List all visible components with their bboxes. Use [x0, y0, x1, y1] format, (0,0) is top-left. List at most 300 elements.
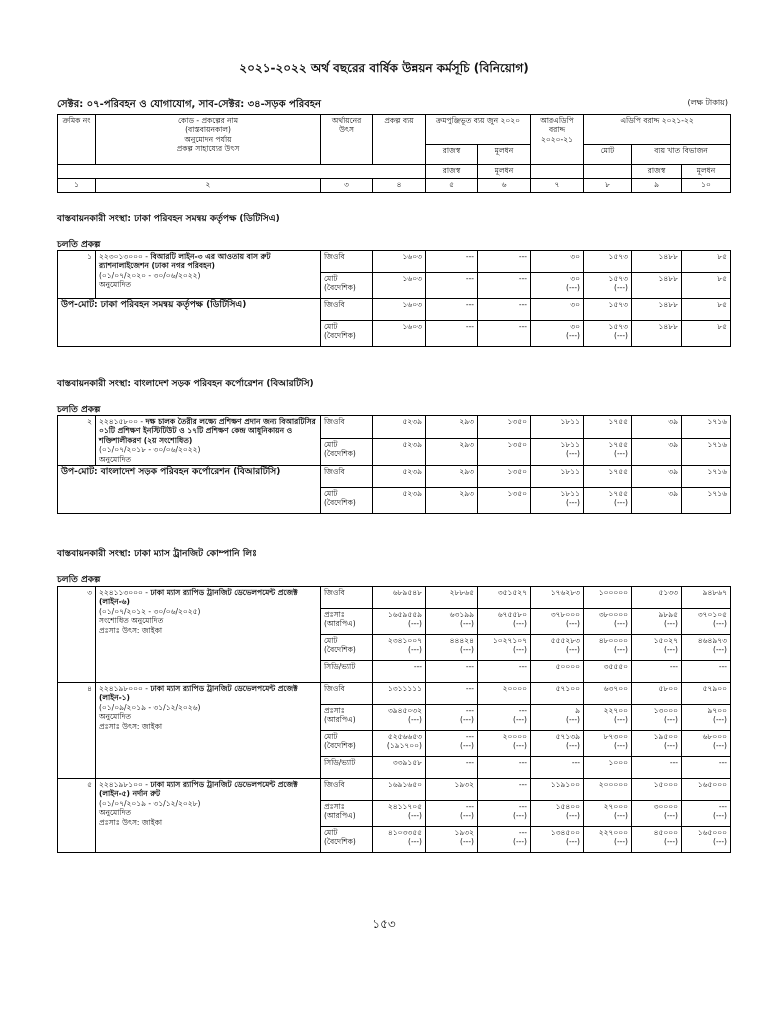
ongoing-projects-label: চলতি প্রকল্প — [57, 575, 101, 585]
value-cell — [632, 827, 682, 853]
value-foreign: (---) — [460, 619, 474, 629]
value: ৫২৫৬৬৫৩ — [387, 732, 422, 741]
finance-source-cell — [321, 438, 373, 465]
project-code: ২২৩০১৩০০০ - — [99, 252, 151, 261]
value: ১৭১৬ — [707, 439, 727, 449]
adp-capital-head: মূলধন — [682, 165, 731, 179]
value: ৩০০০০ — [653, 802, 678, 811]
value-cell — [478, 683, 531, 705]
finance-source-sublabel: (আরপিএ) — [324, 619, 356, 629]
cum-revenue-head: রাজস্ব — [426, 145, 478, 165]
value: ৬৮৯৫৪৮ — [392, 588, 422, 597]
finance-source-sublabel: (বৈদেশিক) — [324, 498, 356, 508]
value-foreign: (---) — [614, 498, 628, 508]
project-period: (০১/০৭/২০১২ - ৩০/০৬/২০২৫) — [99, 606, 201, 616]
value-cell — [584, 731, 632, 757]
adp-revenue-head: রাজস্ব — [632, 165, 682, 179]
finance-source-label: জিওবি — [324, 300, 345, 309]
value: ১৩৫০ — [507, 488, 527, 498]
value: --- — [465, 732, 474, 741]
head-line-4: প্রকল্প সাহায্যের উৎস — [176, 144, 240, 154]
value: ১৪৮৮ — [658, 300, 678, 309]
value-foreign: (---) — [460, 811, 474, 821]
value: ১৫৭৩ — [608, 252, 628, 261]
value-cell — [584, 465, 632, 487]
value-cell — [478, 587, 531, 609]
value-foreign: (---) — [614, 449, 628, 459]
value-cell — [682, 757, 731, 779]
value: ৮৭৩০০ — [603, 732, 628, 741]
value: --- — [571, 758, 580, 767]
value: ২৯৩ — [459, 439, 474, 449]
value-foreign: (---) — [713, 837, 727, 847]
value-foreign: (---) — [713, 741, 727, 751]
aid-source: প্রঃসাঃ উৎস: জাইকা — [99, 817, 163, 827]
value: ৪৫০০০ — [653, 828, 678, 837]
value: ১৪৮৮ — [658, 274, 678, 283]
finance-source-label: জিওবি — [324, 588, 345, 597]
value: --- — [518, 758, 527, 767]
value-cell — [373, 827, 426, 853]
value-cell — [426, 779, 478, 801]
finance-source-cell — [321, 801, 373, 827]
subtotal-name-cell: উপ-মোট: বাংলাদেশ সড়ক পরিবহন কর্পোরেশন (বিআরটিসি) — [58, 465, 321, 513]
value: ৫৫৫২৮৩ — [550, 636, 580, 645]
value-cell — [682, 827, 731, 853]
value: --- — [518, 662, 527, 671]
value: ১৮১১ — [560, 417, 580, 426]
value-cell — [531, 801, 584, 827]
value: ১৮১১ — [560, 488, 580, 498]
value-foreign: (---) — [664, 837, 678, 847]
value-cell — [426, 635, 478, 661]
value: ১৩৪৫০০ — [550, 828, 580, 837]
finance-source-sublabel: (বৈদেশিক) — [324, 645, 356, 655]
value-cell — [426, 273, 478, 299]
value-foreign: (---) — [566, 331, 580, 341]
value: ১৬০৩ — [402, 322, 422, 331]
finance-source-sublabel: (বৈদেশিক) — [324, 283, 356, 293]
value: --- — [518, 322, 527, 331]
value: ৯৮৯৫ — [658, 610, 678, 619]
value-cell — [478, 635, 531, 661]
value: --- — [518, 706, 527, 715]
value: --- — [465, 706, 474, 715]
value-foreign: (---) — [566, 645, 580, 655]
ongoing-projects-label: চলতি প্রকল্প — [57, 405, 101, 415]
value-cell — [373, 731, 426, 757]
value-foreign: (---) — [614, 283, 628, 293]
header-table — [57, 114, 731, 193]
value-cell — [478, 801, 531, 827]
value-foreign: (---) — [566, 283, 580, 293]
value: ৩৯ — [668, 439, 678, 449]
value: ৫২৩৯ — [402, 466, 422, 476]
value: ৩৯ — [668, 488, 678, 498]
value-cell — [682, 731, 731, 757]
value-cell — [584, 779, 632, 801]
value: ৩০ — [570, 274, 580, 283]
value-cell — [682, 321, 731, 347]
value-foreign: (---) — [408, 811, 422, 821]
value-cell — [632, 487, 682, 513]
value-cell — [426, 705, 478, 731]
finance-source-label: জিওবি — [324, 252, 345, 261]
value-cell — [426, 416, 478, 439]
agency-heading: বাস্তবায়নকারী সংস্থা: ঢাকা ম্যাস ট্রানজিট কোম্পানি লিঃ — [57, 549, 257, 559]
value-cell — [478, 731, 531, 757]
value-cell — [682, 273, 731, 299]
finance-source-label: জিওবি — [324, 780, 345, 789]
value: --- — [518, 274, 527, 283]
value-cell — [478, 661, 531, 683]
table-row — [58, 251, 731, 273]
value: ১৩০০০ — [653, 706, 678, 715]
value: ৫১৩৩ — [658, 588, 678, 597]
value: ২৪১১৭০৫ — [387, 802, 422, 811]
finance-source-label: মোট — [324, 828, 338, 837]
value: ৪৪৪২৪ — [449, 636, 474, 645]
table-row — [58, 587, 731, 609]
value-cell — [373, 683, 426, 705]
value-cell — [373, 299, 426, 321]
col-adp-head: এডিপি বরাদ্দ ২০২১-২২ — [584, 115, 731, 145]
value: ১৩১১১১১ — [387, 684, 422, 693]
value: ৩৫১৫২৭ — [497, 588, 527, 597]
column-number-row — [58, 179, 731, 193]
value-cell — [531, 609, 584, 635]
approval-status: অনুমোদিত — [99, 808, 132, 818]
value: ২৩৪১০০৭ — [387, 636, 422, 645]
value-cell — [426, 661, 478, 683]
value-foreign: (---) — [614, 715, 628, 725]
finance-source-cell — [321, 609, 373, 635]
value: ১৯৩২ — [454, 828, 474, 837]
table-row — [58, 416, 731, 439]
value-cell — [426, 731, 478, 757]
value-foreign: (---) — [460, 645, 474, 655]
finance-source-label: জিওবি — [324, 684, 345, 693]
value: ১৬৫০০০ — [697, 780, 727, 789]
value: ২০০০০ — [502, 732, 527, 741]
value-cell — [531, 587, 584, 609]
value: ২০০০০০ — [598, 780, 628, 789]
value-cell — [531, 705, 584, 731]
finance-source-cell — [321, 683, 373, 705]
approval-status: অনুমোদিত — [99, 712, 132, 722]
value: --- — [518, 802, 527, 811]
value: --- — [465, 758, 474, 767]
value: --- — [518, 780, 527, 789]
project-code: ২২৪১৯৮০০০ - — [99, 684, 151, 693]
value-foreign: (---) — [566, 741, 580, 751]
value: ৮৫ — [717, 322, 727, 331]
value-foreign: (---) — [566, 811, 580, 821]
value-cell — [373, 661, 426, 683]
value-cell — [373, 801, 426, 827]
value: ৬৩৭০০ — [603, 684, 628, 693]
value-cell — [632, 587, 682, 609]
aid-source: প্রঃসাঃ উৎস: জাইকা — [99, 721, 163, 731]
finance-source-cell — [321, 273, 373, 299]
value-cell — [426, 827, 478, 853]
finance-source-cell — [321, 251, 373, 273]
project-table — [57, 415, 731, 514]
value: ১৭১৬ — [707, 466, 727, 476]
value-foreign: (---) — [614, 645, 628, 655]
table-row — [58, 683, 731, 705]
value: ১৫৭৩ — [608, 322, 628, 331]
project-name: ঢাকা ম্যাস র‍্যাপিড ট্রানজিট ডেভেলপমেন্ট প্রজেক্ট (লাইন-১) — [99, 684, 298, 703]
value-cell — [682, 635, 731, 661]
value-cell — [478, 609, 531, 635]
value-cell — [426, 801, 478, 827]
finance-source-cell — [321, 661, 373, 683]
finance-source-cell — [321, 705, 373, 731]
value-foreign: (---) — [614, 741, 628, 751]
value-foreign: (---) — [513, 619, 527, 629]
value: ৩০ — [570, 322, 580, 331]
value-cell — [531, 273, 584, 299]
value: --- — [718, 758, 727, 767]
finance-source-sublabel: (বৈদেশিক) — [324, 331, 356, 341]
value-cell — [584, 321, 632, 347]
value-foreign: (---) — [460, 837, 474, 847]
col-radp-head: আরএডিপি বরাদ্দ ২০২০-২১ — [531, 115, 584, 165]
finance-source-cell — [321, 635, 373, 661]
value: ১৫৪০০ — [555, 802, 580, 811]
serial-cell: ২ — [58, 416, 96, 466]
value-foreign: (---) — [566, 837, 580, 847]
value: ১০০০ — [608, 758, 628, 767]
adp-total-head: মোট — [584, 145, 632, 165]
finance-source-cell — [321, 731, 373, 757]
col-num: ২ — [96, 179, 321, 193]
value-foreign: (---) — [460, 741, 474, 751]
table-row — [58, 779, 731, 801]
col-num: ৯ — [632, 179, 682, 193]
finance-source-label: সিডি/ভ্যাট — [324, 662, 356, 671]
finance-source-label: প্রঃসাঃ — [324, 610, 345, 619]
finance-source-cell — [321, 587, 373, 609]
value: ৩৭৮০০০ — [550, 610, 580, 619]
value: ৩০ — [570, 252, 580, 261]
value: --- — [465, 274, 474, 283]
value-cell — [531, 465, 584, 487]
value-cell — [584, 251, 632, 273]
value: ১৩৫০ — [507, 466, 527, 476]
finance-source-cell — [321, 779, 373, 801]
agency-heading: বাস্তবায়নকারী সংস্থা: ঢাকা পরিবহন সমন্বয় কর্তৃপক্ষ (ডিটিসিএ) — [57, 214, 280, 224]
value-cell — [682, 438, 731, 465]
value: ৫২৩৯ — [402, 417, 422, 426]
value-foreign: (---) — [513, 811, 527, 821]
value-foreign: (---) — [614, 619, 628, 629]
value-cell — [531, 757, 584, 779]
value-cell — [373, 779, 426, 801]
value: ১৬০৩ — [402, 274, 422, 283]
value-foreign: (---) — [664, 811, 678, 821]
value: ১৫৭৩ — [608, 274, 628, 283]
value-cell — [531, 299, 584, 321]
value: ৩৯ — [668, 417, 678, 426]
project-period: (০১/০৭/২০২০ - ৩০/০৬/২০২২) — [99, 270, 201, 280]
project-code: ২২৪১১৩০০০ - — [99, 588, 151, 597]
value-cell — [682, 779, 731, 801]
value: ১০২৭১০৭ — [492, 636, 527, 645]
cum-revenue-head-2: রাজস্ব — [426, 165, 478, 179]
value-cell — [682, 661, 731, 683]
value-cell — [426, 683, 478, 705]
finance-source-label: সিডি/ভ্যাট — [324, 758, 356, 767]
value-cell — [584, 801, 632, 827]
value: ৫৮০০ — [658, 684, 678, 693]
value-foreign: (---) — [614, 837, 628, 847]
value: ২৯৩ — [459, 466, 474, 476]
value: ১৮১১ — [560, 466, 580, 476]
value-cell — [373, 635, 426, 661]
project-name: দক্ষ চালক তৈরীর লক্ষ্যে প্রশিক্ষণ প্রদান জন্য বিআরটিসির ০১টি প্রশিক্ষণ ইনস্টিটিউট ও ১৭টি প্রশিক্ষণ কেন্দ্র আধুনিকায়ন ও শক্তিশালীকরণ (২য় সংশোধিত) — [99, 417, 316, 445]
project-table — [57, 586, 731, 853]
finance-source-sublabel: (বৈদেশিক) — [324, 741, 356, 751]
value: ১৯৫০০ — [653, 732, 678, 741]
value-cell — [373, 438, 426, 465]
value: ৫২৩৯ — [402, 439, 422, 449]
value: ৮৫ — [717, 274, 727, 283]
value-foreign: (---) — [664, 645, 678, 655]
serial-cell: ৫ — [58, 779, 96, 853]
value: ২৭০০০ — [603, 802, 628, 811]
value: ২৮৮৬৫ — [449, 588, 474, 597]
value: --- — [669, 662, 678, 671]
value-cell — [584, 438, 632, 465]
value-cell — [682, 416, 731, 439]
serial-cell: ৪ — [58, 683, 96, 779]
col-num: ৫ — [426, 179, 478, 193]
head-line-1: কোড - প্রকল্পের নাম — [178, 116, 238, 125]
col-num: ১ — [58, 179, 96, 193]
value-cell — [373, 416, 426, 439]
value-cell — [584, 705, 632, 731]
value-cell — [682, 705, 731, 731]
project-cell — [96, 251, 321, 299]
value-cell — [426, 321, 478, 347]
value: --- — [465, 322, 474, 331]
value-foreign: (---) — [566, 619, 580, 629]
value: ৬৭৫৫৮০ — [497, 610, 527, 619]
value-cell — [682, 251, 731, 273]
ongoing-projects-label: চলতি প্রকল্প — [57, 240, 101, 250]
value: ৪১০৩৩৫৫ — [387, 828, 422, 837]
head-line-2: (বাস্তবায়নকাল) — [185, 125, 231, 135]
value: --- — [669, 758, 678, 767]
finance-source-sublabel: (বৈদেশিক) — [324, 449, 356, 459]
page-title: ২০২১-২০২২ অর্থ বছরের বার্ষিক উন্নয়ন কর্মসূচি (বিনিয়োগ) — [239, 61, 529, 75]
value-cell — [426, 487, 478, 513]
value-cell — [632, 251, 682, 273]
adp-split-head — [632, 145, 731, 165]
value-cell — [632, 438, 682, 465]
value: ১৭৫৫ — [608, 417, 628, 426]
value-cell — [531, 438, 584, 465]
value: ১৭১৬ — [707, 488, 727, 498]
unit-label: (লক্ষ টাকায়) — [687, 98, 728, 107]
value-cell — [478, 465, 531, 487]
value: ১৪৮৮ — [658, 322, 678, 331]
value-cell — [632, 273, 682, 299]
col-cost-head: প্রকল্প ব্যয় — [373, 115, 426, 165]
value-cell — [478, 779, 531, 801]
value: --- — [518, 828, 527, 837]
value: --- — [413, 662, 422, 671]
serial-cell: ৩ — [58, 587, 96, 683]
value: ১১৯১০০ — [550, 780, 580, 789]
value: ১৫০০০ — [653, 780, 678, 789]
value-cell — [478, 299, 531, 321]
value-cell — [682, 487, 731, 513]
value-foreign: (---) — [460, 715, 474, 725]
cum-capital-head: মূলধন — [478, 145, 531, 165]
project-table — [57, 250, 731, 347]
col-num: ৭ — [531, 179, 584, 193]
split-label: ব্যয় খাত বিভাজন — [654, 146, 708, 155]
value: --- — [518, 252, 527, 261]
value-foreign: (---) — [566, 715, 580, 725]
approval-status: অনুমোদিত — [99, 280, 132, 290]
value-cell — [682, 609, 731, 635]
value: ৩৮০০০০ — [598, 610, 628, 619]
value-cell — [531, 635, 584, 661]
project-cell — [96, 587, 321, 683]
table-row — [58, 299, 731, 321]
value: ৯৪৮৬৭ — [702, 588, 727, 597]
col-num: ৩ — [321, 179, 373, 193]
value: ৫০০০০ — [555, 662, 580, 671]
value-foreign: (---) — [513, 837, 527, 847]
value-cell — [584, 273, 632, 299]
value-cell — [478, 438, 531, 465]
value-cell — [478, 757, 531, 779]
project-name: ঢাকা ম্যাস র‍্যাপিড ট্রানজিট ডেভেলপমেন্ট প্রজেক্ট (লাইন-৫) নর্দান রুট — [99, 780, 298, 799]
col-serial-head: ক্রমিক নং — [58, 115, 96, 165]
value-cell — [632, 683, 682, 705]
cum-capital-head-2: মূলধন — [478, 165, 531, 179]
value-cell — [531, 416, 584, 439]
value-cell — [373, 757, 426, 779]
value: ৩৯ — [668, 466, 678, 476]
value: --- — [465, 662, 474, 671]
value-cell — [478, 827, 531, 853]
finance-source-cell — [321, 299, 373, 321]
value: ১৬০৩ — [402, 300, 422, 309]
value: ৬৮০০০ — [702, 732, 727, 741]
value-cell — [682, 587, 731, 609]
value: ১৮১১ — [560, 439, 580, 449]
finance-source-cell — [321, 827, 373, 853]
value: ১৭৬২৮৩ — [550, 588, 580, 597]
value-cell — [478, 321, 531, 347]
value: ৫৭৯০০ — [702, 684, 727, 693]
value-cell — [426, 251, 478, 273]
approval-status: সংশোধিত অনুমোদিত — [99, 616, 164, 626]
value: ২৯৩ — [459, 417, 474, 426]
value-cell — [584, 661, 632, 683]
value-cell — [373, 609, 426, 635]
value-foreign: (---) — [566, 498, 580, 508]
value-cell — [426, 587, 478, 609]
value-cell — [584, 487, 632, 513]
col-cumulative-head: ক্রমপুঞ্জিভূত ব্যয় জুন ২০২০ — [426, 115, 531, 145]
